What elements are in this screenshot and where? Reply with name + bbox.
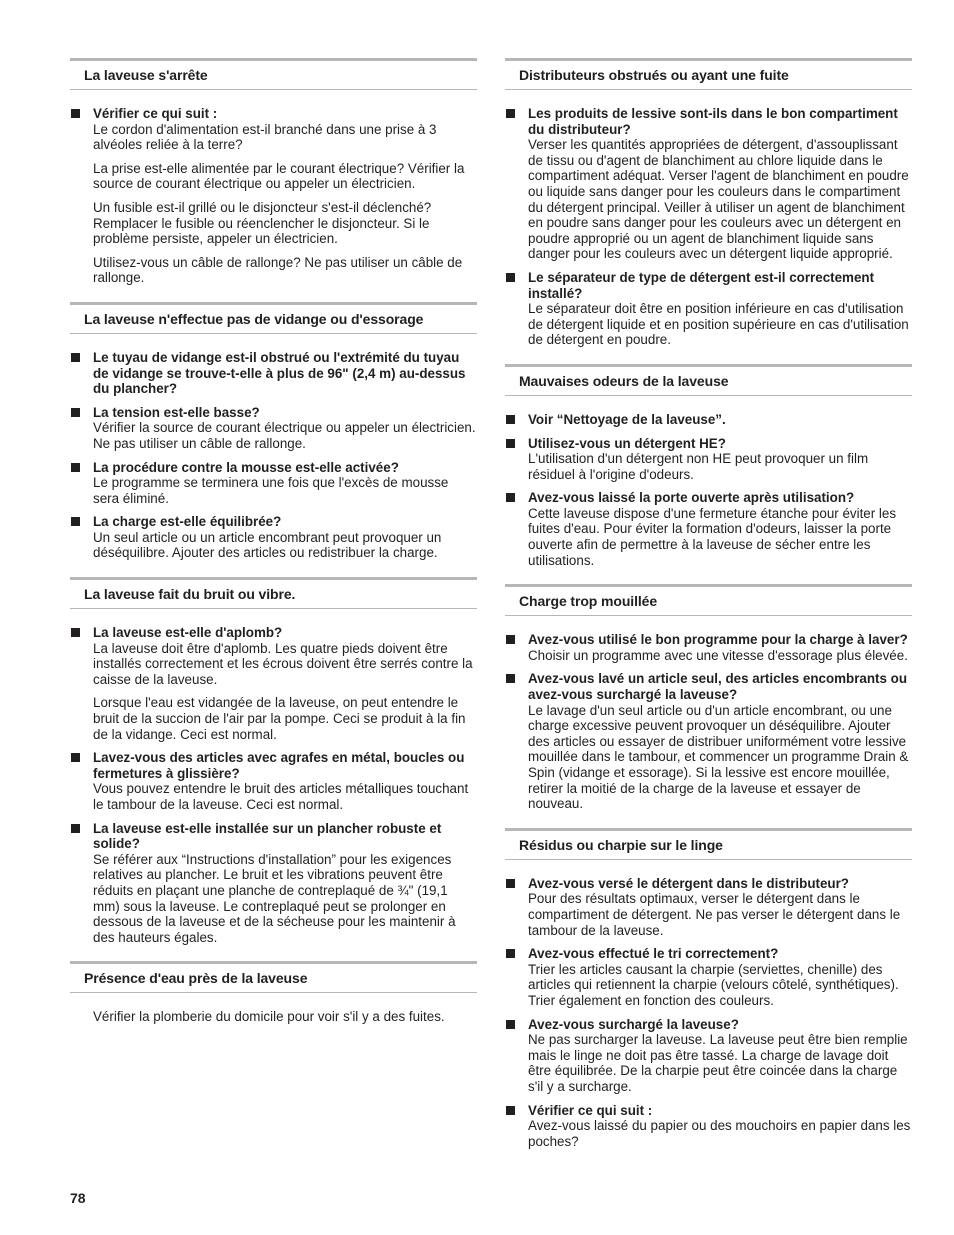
answer-paragraph: Utilisez-vous un câble de rallonge? Ne pas utiliser un câble de rallonge. bbox=[93, 254, 463, 286]
list-item bbox=[505, 671, 912, 811]
section-residue-lint bbox=[505, 828, 912, 1150]
body-text: Vérifier la plomberie du domicile pour voir s'il y a des fuites. bbox=[93, 1009, 445, 1025]
square-bullet-icon bbox=[506, 493, 515, 502]
answer: Le séparateur doit être en position inférieure en cas d'utilisation de détergent liquide et en position supérieure en cas d'utilisation de détergent en poudre. bbox=[528, 301, 909, 348]
list-item bbox=[70, 750, 477, 812]
question: Les produits de lessive sont-ils dans le bon compartiment du distributeur? bbox=[528, 106, 898, 137]
section-body bbox=[70, 993, 477, 1025]
question: Avez-vous lavé un article seul, des articles encombrants ou avez-vous surchargé la laveuse? bbox=[528, 671, 908, 703]
answer-paragraph: Un fusible est-il grillé ou le disjoncteur s'est-il déclenché? Remplacer le fusible ou réenclencher le disjoncteur. Si le problème persiste, appeler un électricien. bbox=[93, 199, 432, 247]
answer: Pour des résultats optimaux, verser le détergent dans le compartiment de détergent. Ne pas verser le détergent dans le tambour de la laveuse. bbox=[528, 891, 901, 938]
square-bullet-icon bbox=[506, 439, 515, 448]
question: Voir “Nettoyage de la laveuse”. bbox=[528, 411, 726, 427]
square-bullet-icon bbox=[71, 408, 80, 417]
section-load-too-wet bbox=[505, 584, 912, 812]
section-body bbox=[505, 90, 912, 348]
right-column bbox=[505, 58, 912, 1165]
list-item bbox=[70, 514, 477, 561]
answer: Ne pas surcharger la laveuse. La laveuse peut être bien remplie mais le linge ne doit pas être tassé. La charge de lavage doit être équilibrée. De la charpie peut être coincée dans la charge s'il y a surcharge. bbox=[528, 1032, 908, 1094]
question: Vérifier ce qui suit : bbox=[93, 106, 218, 121]
question: La charge est-elle équilibrée? bbox=[93, 514, 282, 530]
question: Le séparateur de type de détergent est-il correctement installé? bbox=[528, 269, 875, 301]
section-heading: La laveuse fait du bruit ou vibre. bbox=[70, 577, 477, 609]
section-heading: Distributeurs obstrués ou ayant une fuite bbox=[505, 58, 912, 90]
section-heading: Mauvaises odeurs de la laveuse bbox=[505, 364, 912, 396]
question: La laveuse est-elle installée sur un plancher robuste et solide? bbox=[93, 820, 442, 852]
list-item bbox=[505, 490, 912, 568]
answer: Avez-vous laissé du papier ou des mouchoirs en papier dans les poches? bbox=[528, 1118, 911, 1149]
square-bullet-icon bbox=[71, 824, 80, 833]
left-column bbox=[70, 58, 477, 1041]
square-bullet-icon bbox=[71, 628, 80, 637]
list-item bbox=[70, 625, 477, 742]
square-bullet-icon bbox=[506, 674, 515, 683]
section-odors bbox=[505, 364, 912, 568]
list-item bbox=[505, 412, 912, 428]
section-body bbox=[505, 616, 912, 812]
section-heading: Charge trop mouillée bbox=[505, 584, 912, 616]
answer-paragraph: La prise est-elle alimentée par le courant électrique? Vérifier la source de courant électrique ou appeler un électricien. bbox=[93, 160, 465, 192]
section-noise-vibration bbox=[70, 577, 477, 945]
square-bullet-icon bbox=[506, 415, 515, 424]
page-number: 78 bbox=[70, 1190, 86, 1206]
list-item bbox=[70, 460, 477, 507]
list-item bbox=[505, 632, 912, 663]
section-heading: La laveuse s'arrête bbox=[70, 58, 477, 90]
list-item bbox=[505, 946, 912, 1008]
answer-paragraph: Lorsque l'eau est vidangée de la laveuse, on peut entendre le bruit de la succion de l'air par la pompe. Ceci se produit à la fin de la vidange. Ceci est normal. bbox=[93, 695, 466, 742]
answer: Se référer aux “Instructions d'installation” pour les exigences relatives au plancher. Le bruit et les vibrations peuvent être réduits en plaçant une planche de contreplaqué de ¾" (19,1 mm) sous la laveuse. Le contreplaqué peut se prolonger en dessous de la laveuse et de la sécheuse pour les maintenir à des hauteurs égales. bbox=[93, 851, 456, 945]
square-bullet-icon bbox=[506, 635, 515, 644]
list-item bbox=[70, 405, 477, 452]
section-heading: La laveuse n'effectue pas de vidange ou d'essorage bbox=[70, 302, 477, 334]
question: Le tuyau de vidange est-il obstrué ou l'extrémité du tuyau de vidange se trouve-t-elle à plus de 96" (2,4 m) au-dessus du plancher? bbox=[93, 349, 466, 397]
answer: Un seul article ou un article encombrant peut provoquer un déséquilibre. Ajouter des articles ou redistribuer la charge. bbox=[93, 529, 442, 561]
question: Avez-vous effectué le tri correctement? bbox=[528, 946, 779, 962]
square-bullet-icon bbox=[71, 353, 80, 362]
section-dispensers bbox=[505, 58, 912, 348]
answer: Vérifier la source de courant électrique ou appeler un électricien. Ne pas utiliser un câble de rallonge. bbox=[93, 420, 476, 451]
question: La tension est-elle basse? bbox=[93, 404, 260, 420]
square-bullet-icon bbox=[71, 463, 80, 472]
section-washer-stops bbox=[70, 58, 477, 286]
answer: Vous pouvez entendre le bruit des articles métalliques touchant le tambour de la laveuse. Ceci est normal. bbox=[93, 781, 469, 812]
answer: Le programme se terminera une fois que l'excès de mousse sera éliminé. bbox=[93, 475, 449, 506]
section-water-near-washer bbox=[70, 961, 477, 1025]
section-body bbox=[70, 334, 477, 561]
square-bullet-icon bbox=[506, 1020, 515, 1029]
section-body bbox=[70, 609, 477, 945]
square-bullet-icon bbox=[71, 109, 80, 118]
answer: L'utilisation d'un détergent non HE peut provoquer un film résiduel à l'origine d'odeurs. bbox=[528, 451, 869, 482]
square-bullet-icon bbox=[71, 517, 80, 526]
answer: Choisir un programme avec une vitesse d'essorage plus élevée. bbox=[528, 647, 908, 663]
section-body bbox=[505, 860, 912, 1150]
list-item bbox=[70, 350, 477, 397]
section-heading: Résidus ou charpie sur le linge bbox=[505, 828, 912, 860]
square-bullet-icon bbox=[506, 879, 515, 888]
list-item bbox=[505, 1017, 912, 1095]
question: La laveuse est-elle d'aplomb? bbox=[93, 625, 283, 641]
question: Avez-vous surchargé la laveuse? bbox=[528, 1016, 739, 1032]
answer: Le lavage d'un seul article ou d'un article encombrant, ou une charge excessive peuvent provoquer un déséquilibre. Ajouter des articles ou essayer de distribuer uniformément votre lessive mouillée dans le tambour, et commencer un programme Drain & Spin (vidange et essorage). Si la lessive est encore mouillée, retirer la moitié de la charge de la laveuse et essayer de nouveau. bbox=[528, 702, 909, 812]
square-bullet-icon bbox=[506, 949, 515, 958]
answer: La laveuse doit être d'aplomb. Les quatre pieds doivent être installés correctement et les écrous doivent être serrés contre la caisse de la laveuse. bbox=[93, 640, 473, 687]
list-item bbox=[505, 270, 912, 348]
answer: Trier les articles causant la charpie (serviettes, chenille) des articles qui retiennent la charpie (velours côtelé, synthétiques). Trier également en fonction des couleurs. bbox=[528, 961, 899, 1008]
list-item bbox=[505, 1103, 912, 1150]
square-bullet-icon bbox=[506, 109, 515, 118]
square-bullet-icon bbox=[506, 273, 515, 282]
question: Avez-vous laissé la porte ouverte après utilisation? bbox=[528, 490, 855, 506]
square-bullet-icon bbox=[506, 1106, 515, 1115]
question: Lavez-vous des articles avec agrafes en métal, boucles ou fermetures à glissière? bbox=[93, 750, 465, 781]
answer: Le cordon d'alimentation est-il branché dans une prise à 3 alvéoles reliée à la terre? bbox=[93, 121, 437, 153]
answer: Verser les quantités appropriées de détergent, d'assouplissant de tissu ou d'agent de blanchiment au chlore liquide dans le compartiment adéquat. Verser l'agent de blanchiment en poudre ou liquide sans danger pour les couleurs dans le compartiment du détergent principal. Veiller à utiliser un agent de blanchiment en poudre sans danger pour les couleurs avec un détergent en poudre approprié ou un agent de blanchiment liquide sans danger pour les couleurs avec un détergent liquide approprié. bbox=[528, 137, 909, 262]
answer: Cette laveuse dispose d'une fermeture étanche pour éviter les fuites d'eau. Pour éviter la formation d'odeurs, laisser la porte ouverte afin de permettre à la laveuse de sécher entre les utilisations. bbox=[528, 505, 897, 568]
section-body bbox=[70, 90, 477, 286]
square-bullet-icon bbox=[71, 753, 80, 762]
section-body bbox=[505, 396, 912, 568]
list-item bbox=[505, 876, 912, 938]
section-heading: Présence d'eau près de la laveuse bbox=[70, 961, 477, 993]
list-item bbox=[70, 821, 477, 946]
question: Vérifier ce qui suit : bbox=[528, 1102, 653, 1118]
list-item bbox=[505, 106, 912, 262]
list-item bbox=[70, 106, 477, 286]
section-no-drain-spin bbox=[70, 302, 477, 561]
question: Avez-vous utilisé le bon programme pour la charge à laver? bbox=[528, 632, 908, 648]
question: Utilisez-vous un détergent HE? bbox=[528, 435, 726, 451]
question: Avez-vous versé le détergent dans le distributeur? bbox=[528, 875, 849, 891]
list-item bbox=[505, 436, 912, 483]
question: La procédure contre la mousse est-elle activée? bbox=[93, 459, 399, 475]
